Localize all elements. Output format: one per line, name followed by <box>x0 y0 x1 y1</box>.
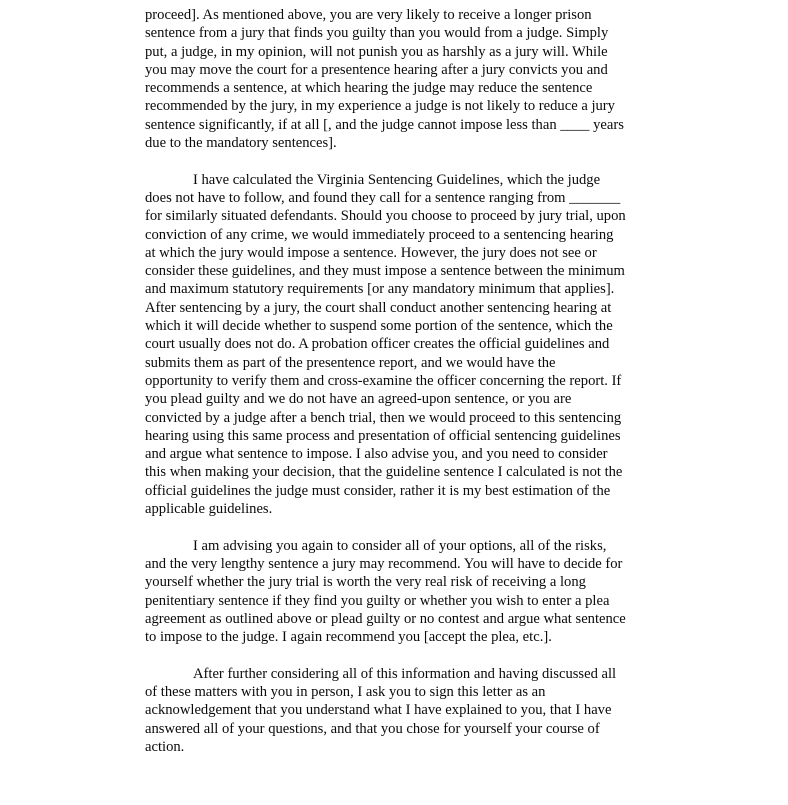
paragraph-4-line: action. <box>145 738 185 755</box>
paragraph-2-line: does not have to follow, and found they call for a sentence ranging from _______ <box>145 189 621 206</box>
paragraph-2-line: submits them as part of the presentence report, and we would have the <box>145 354 556 371</box>
paragraph-3 <box>145 537 680 647</box>
paragraph-2-line: you plead guilty and we do not have an agreed-upon sentence, or you are <box>145 391 572 408</box>
paragraph-1-line: sentence from a jury that finds you guilty than you would from a judge. Simply <box>145 25 609 42</box>
paragraph-2-line: After sentencing by a jury, the court shall conduct another sentencing hearing at <box>145 299 612 316</box>
paragraph-4-line: acknowledgement that you understand what I have explained to you, that I have <box>145 702 612 719</box>
paragraph-1-line: you may move the court for a presentence hearing after a jury convicts you and <box>145 61 608 78</box>
paragraph-1-line: recommends a sentence, at which hearing the judge may reduce the sentence <box>145 80 593 97</box>
paragraph-2-line: consider these guidelines, and they must impose a sentence between the minimum <box>145 263 625 280</box>
paragraph-3-line: agreement as outlined above or plead guilty or no contest and argue what sentence <box>145 610 626 627</box>
paragraph-2-line: and maximum statutory requirements [or any mandatory minimum that applies]. <box>145 281 615 298</box>
paragraph-2-line: opportunity to verify them and cross-examine the officer concerning the report. If <box>145 372 622 389</box>
paragraph-2-line: convicted by a judge after a bench trial, then we would proceed to this sentencing <box>145 409 622 426</box>
paragraph-1-line: proceed]. As mentioned above, you are very likely to receive a longer prison <box>145 7 592 23</box>
paragraph-3-line: to impose to the judge. I again recommend you [accept the plea, etc.]. <box>145 629 552 646</box>
letter-body <box>145 6 680 774</box>
paragraph-3-line: I am advising you again to consider all of your options, all of the risks, <box>193 537 607 554</box>
paragraph-2-line: at which the jury would impose a sentence. However, the jury does not see or <box>145 244 597 261</box>
paragraph-2-line: official guidelines the judge must consider, rather it is my best estimation of the <box>145 482 611 499</box>
paragraph-2-line: hearing using this same process and presentation of official sentencing guidelines <box>145 427 621 444</box>
paragraph-2-line: for similarly situated defendants. Should you choose to proceed by jury trial, upon <box>145 208 626 225</box>
paragraph-2-line: conviction of any crime, we would immediately proceed to a sentencing hearing <box>145 226 614 243</box>
paragraph-2-line: which it will decide whether to suspend some portion of the sentence, which the <box>145 318 613 335</box>
paragraph-1 <box>145 6 680 152</box>
paragraph-1-line: due to the mandatory sentences]. <box>145 135 337 152</box>
paragraph-2-line: and argue what sentence to impose. I also advise you, and you need to consider <box>145 446 608 463</box>
paragraph-1-line: put, a judge, in my opinion, will not punish you as harshly as a jury will. While <box>145 43 608 60</box>
paragraph-2-line: court usually does not do. A probation officer creates the official guidelines and <box>145 336 610 353</box>
paragraph-3-line: yourself whether the jury trial is worth the very real risk of receiving a long <box>145 574 586 591</box>
paragraph-3-line: and the very lengthy sentence a jury may recommend. You will have to decide for <box>145 555 623 572</box>
paragraph-3-line: penitentiary sentence if they find you guilty or whether you wish to enter a plea <box>145 592 610 609</box>
paragraph-4-line: answered all of your questions, and that you chose for yourself your course of <box>145 720 600 737</box>
paragraph-2-line: I have calculated the Virginia Sentencing Guidelines, which the judge <box>193 171 601 188</box>
paragraph-2-line: this when making your decision, that the guideline sentence I calculated is not the <box>145 464 623 481</box>
paragraph-4-line: After further considering all of this information and having discussed all <box>193 665 617 682</box>
paragraph-1-line: recommended by the jury, in my experience a judge is not likely to reduce a jury <box>145 98 615 115</box>
paragraph-2-line: applicable guidelines. <box>145 501 273 518</box>
paragraph-2 <box>145 171 680 519</box>
paragraph-1-line: sentence significantly, if at all [, and the judge cannot impose less than ____ years <box>145 116 624 133</box>
paragraph-4 <box>145 665 680 756</box>
paragraph-4-line: of these matters with you in person, I ask you to sign this letter as an <box>145 683 546 700</box>
